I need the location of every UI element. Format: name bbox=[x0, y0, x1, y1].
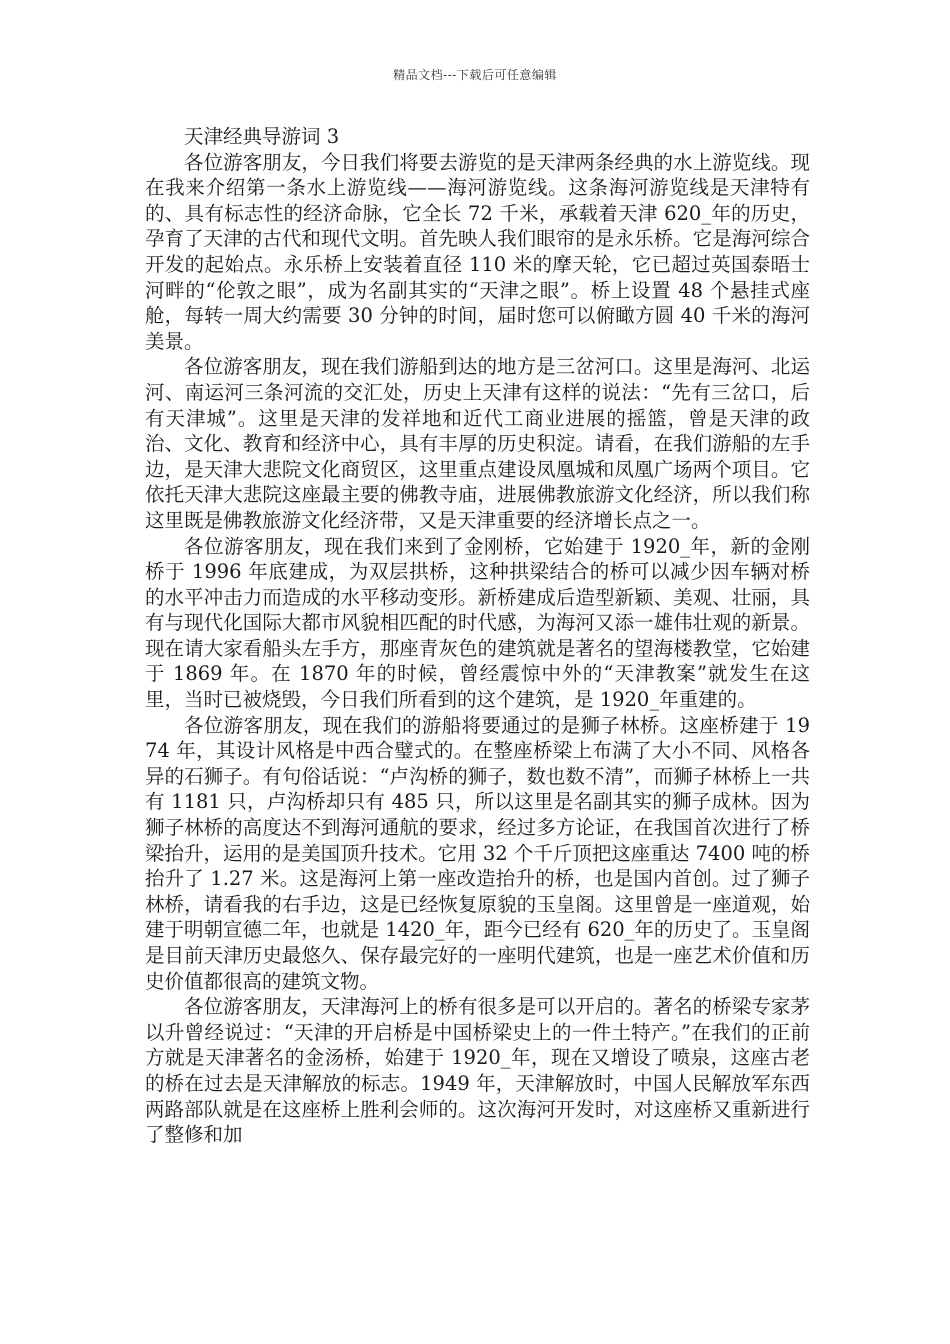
paragraph-jingang-bridge: 各位游客朋友，现在我们来到了金刚桥，它始建于 1920_年，新的金刚桥于 1996 年底建成，为双层拱桥，这种拱梁结合的桥可以减少因车辆对桥的水平冲击力而造成的水平移动变形。新桥建成后造型新颖、美观、壮丽，具有与现代化国际大都市风貌相匹配的时代感，为海河又添一雄伟壮观的新景。现在请大家看船头左手方，那座青灰色的建筑就是著名的望海楼教堂，它始建于 1869 年。在 1870 年的时候，曾经震惊中外的“天津教案”就发生在这里，当时已被烧毁，今日我们所看到的这个建筑，是 1920_年重建的。 bbox=[145, 534, 810, 712]
document-body bbox=[145, 124, 810, 1148]
paragraph-jintang-bridge: 各位游客朋友，天津海河上的桥有很多是可以开启的。著名的桥梁专家茅以升曾经说过：“天津的开启桥是中国桥梁史上的一件土特产。”在我们的正前方就是天津著名的金汤桥，始建于 1920_年，现在又增设了喷泉，这座古老的桥在过去是天津解放的标志。1949 年，天津解放时，中国人民解放军东西两路部队就是在这座桥上胜利会师的。这次海河开发时，对这座桥又重新进行了整修和加 bbox=[145, 995, 810, 1147]
paragraph-shizilin-bridge: 各位游客朋友，现在我们的游船将要通过的是狮子林桥。这座桥建于 1974 年，其设计风格是中西合璧式的。在整座桥梁上布满了大小不同、风格各异的石狮子。有句俗话说：“卢沟桥的狮子，数也数不清”，而狮子林桥上一共有 1181 只，卢沟桥却只有 485 只，所以这里是名副其实的狮子成林。因为狮子林桥的高度达不到海河通航的要求，经过多方论证，在我国首次进行了桥梁抬升，运用的是美国顶升技术。它用 32 个千斤顶把这座重达 7400 吨的桥抬升了 1.27 米。这是海河上第一座改造抬升的桥，也是国内首创。过了狮子林桥，请看我的右手边，这是已经恢复原貌的玉皇阁。这里曾是一座道观，始建于明朝宣德二年，也就是 1420_年，距今已经有 620_年的历史了。玉皇阁是目前天津历史最悠久、保存最完好的一座明代建筑，也是一座艺术价值和历史价值都很高的建筑文物。 bbox=[145, 713, 810, 993]
paragraph-yongle-bridge: 各位游客朋友，今日我们将要去游览的是天津两条经典的水上游览线。现在我来介绍第一条水上游览线——海河游览线。这条海河游览线是天津特有的、具有标志性的经济命脉，它全长 72 千米，承载着天津 620_年的历史，孕育了天津的古代和现代文明。首先映人我们眼帘的是永乐桥。它是海河综合开发的起始点。永乐桥上安装着直径 110 米的摩天轮，它已超过英国泰晤士河畔的“伦敦之眼”，成为名副其实的“天津之眼”。桥上设置 48 个悬挂式座舱，每转一周大约需要 30 分钟的时间，届时您可以俯瞰方圆 40 千米的海河美景。 bbox=[145, 150, 810, 353]
paragraph-sancha-estuary: 各位游客朋友，现在我们游船到达的地方是三岔河口。这里是海河、北运河、南运河三条河流的交汇处，历史上天津有这样的说法：“先有三岔口，后有天津城”。这里是天津的发祥地和近代工商业进展的摇篮，曾是天津的政治、文化、教育和经济中心，具有丰厚的历史积淀。请看，在我们游船的左手边，是天津大悲院文化商贸区，这里重点建设凤凰城和凤凰广场两个项目。它依托天津大悲院这座最主要的佛教寺庙，进展佛教旅游文化经济，所以我们称这里既是佛教旅游文化经济带，又是天津重要的经济增长点之一。 bbox=[145, 355, 810, 532]
document-title: 天津经典导游词 3 bbox=[184, 125, 340, 148]
header-note: 精品文档---下载后可任意编辑 bbox=[393, 68, 557, 82]
